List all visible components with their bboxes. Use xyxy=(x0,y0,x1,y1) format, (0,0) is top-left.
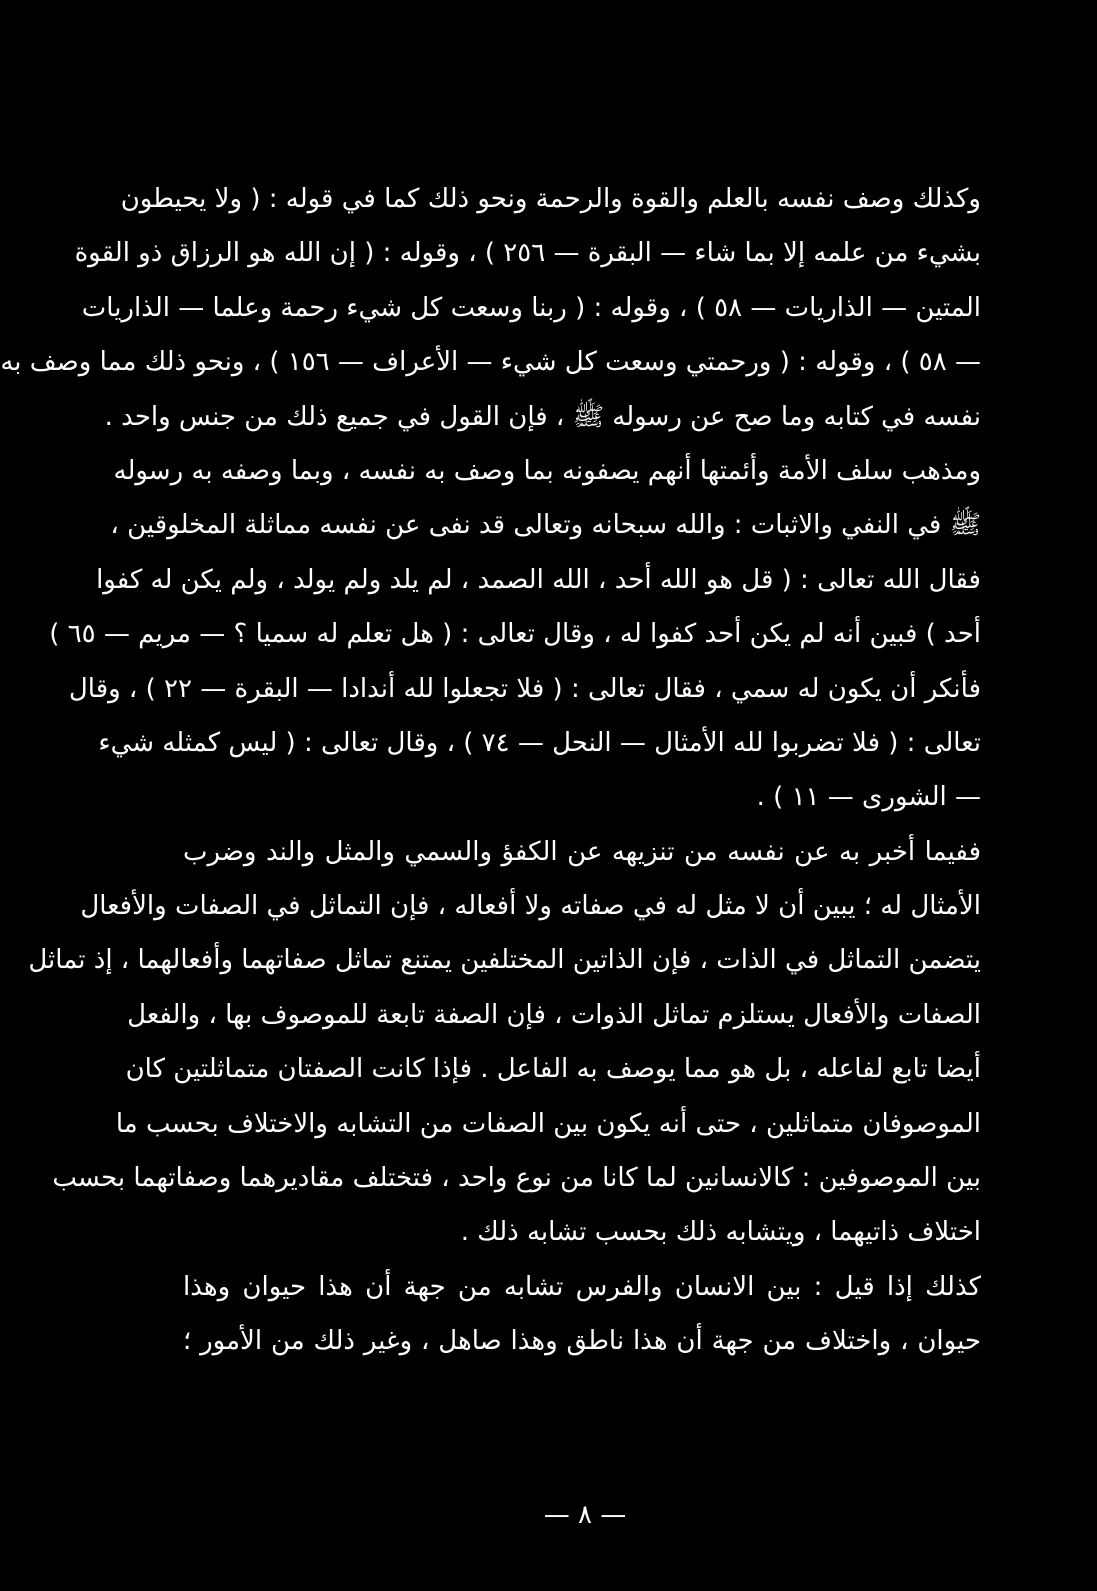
page-body xyxy=(0,172,981,1369)
text-line: الصفات والأفعال يستلزم تماثل الذوات ، فإن الصفة تابعة للموصوف بها ، والفعل xyxy=(127,999,981,1030)
text-line: ففيما أخبر به عن نفسه من تنزيهه عن الكفؤ والسمي والمثل والند وضرب xyxy=(183,836,981,867)
text-line: الموصوفان متماثلين ، حتى أنه يكون بين الصفات من التشابه والاختلاف بحسب ما xyxy=(115,1108,981,1139)
text-line: يتضمن التماثل في الذات ، فإن الذاتين المختلفين يمتنع تماثل صفاتهما وأفعالهما ، إذ تماثل xyxy=(28,945,981,976)
text-line: المتين — الذاريات — ٥٨ ) ، وقوله : ( ربنا وسعت كل شيء رحمة وعلما — الذاريات xyxy=(81,292,981,323)
paragraph-3 xyxy=(28,825,981,1260)
text-line: حيوان ، واختلاف من جهة أن هذا ناطق وهذا صاهل ، وغير ذلك من الأمور ؛ xyxy=(183,1326,981,1357)
text-line: أحد ) فبين أنه لم يكن أحد كفوا له ، وقال تعالى : ( هل تعلم له سميا ؟ — مريم — ٦٥ ) xyxy=(49,619,981,650)
text-line: ﷺ في النفي والاثبات : والله سبحانه وتعالى قد نفى عن نفسه مماثلة المخلوقين ، xyxy=(110,510,981,541)
text-line: ومذهب سلف الأمة وأئمتها أنهم يصفونه بما وصف به نفسه ، وبما وصفه به رسوله xyxy=(113,455,981,486)
text-line: وكذلك وصف نفسه بالعلم والقوة والرحمة ونحو ذلك كما في قوله : ( ولا يحيطون xyxy=(120,184,981,214)
text-line: — ٥٨ ) ، وقوله : ( ورحمتي وسعت كل شيء — الأعراف — ١٥٦ ) ، ونحو ذلك مما وصف به xyxy=(0,347,981,378)
page-number: — ٨ — xyxy=(543,1500,627,1530)
text-line: الأمثال له ؛ يبين أن لا مثل له في صفاته ولا أفعاله ، فإن التماثل في الصفات والأفعال xyxy=(80,891,981,922)
text-line: تعالى : ( فلا تضربوا لله الأمثال — النحل — ٧٤ ) ، وقال تعالى : ( ليس كمثله شيء xyxy=(98,727,981,758)
text-line: نفسه في كتابه وما صح عن رسوله ﷺ ، فإن القول في جميع ذلك من جنس واحد . xyxy=(104,401,981,432)
text-line: كذلك إذا قيل : بين الانسان والفرس تشابه من جهة أن هذا حيوان وهذا xyxy=(183,1271,981,1302)
text-line: فأنكر أن يكون له سمي ، فقال تعالى : ( فلا تجعلوا لله أندادا — البقرة — ٢٢ ) ، وقال xyxy=(68,673,981,704)
text-line: أيضا تابع لفاعله ، بل هو مما يوصف به الفاعل . فإذا كانت الصفتان متماثلتين كان xyxy=(125,1054,981,1085)
paragraph-4 xyxy=(183,1260,981,1369)
text-line: — الشورى — ١١ ) . xyxy=(756,782,981,813)
text-line: فقال الله تعالى : ( قل هو الله أحد ، الله الصمد ، لم يلد ولم يولد ، ولم يكن له كفوا xyxy=(96,564,981,595)
paragraph-2 xyxy=(49,444,981,825)
text-line: بين الموصوفين : كالانسانين لما كانا من نوع واحد ، فتختلف مقاديرهما وصفاتهما بحسب xyxy=(52,1163,981,1194)
text-line: اختلاف ذاتيهما ، ويتشابه ذلك بحسب تشابه ذلك . xyxy=(460,1217,981,1248)
paragraph-1 xyxy=(0,172,981,444)
text-line: بشيء من علمه إلا بما شاء — البقرة — ٢٥٦ ) ، وقوله : ( إن الله هو الرزاق ذو القوة xyxy=(74,238,981,269)
